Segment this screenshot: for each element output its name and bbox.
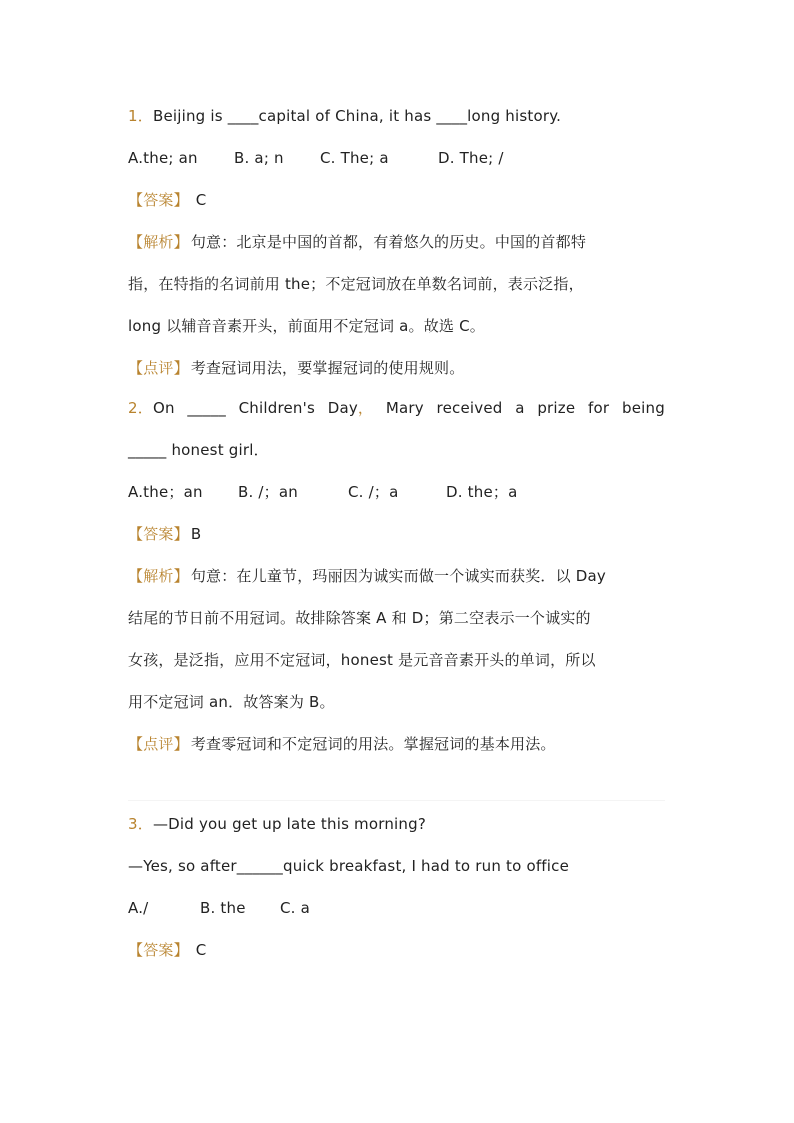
q1-answer-value: C (195, 191, 207, 209)
q2-word-9: for (588, 399, 610, 417)
q2-word-7: a (515, 399, 525, 417)
q3-stem-line-2: —Yes, so after______quick breakfast, I had to run to office (128, 857, 570, 875)
q2-analysis-tag: 【解析】 (128, 567, 189, 585)
q2-analysis-text-1: 句意：在儿童节，玛丽因为诚实而做一个诚实而获奖．以 Day (190, 567, 607, 585)
q1-option-b: B. a; n (234, 149, 284, 167)
q1-options (128, 148, 504, 168)
q2-word-5: Mary (385, 399, 424, 417)
q3-options (128, 898, 310, 918)
q2-options (128, 482, 518, 502)
q2-analysis-line-4: 用不定冠词 an．故答案为 B。 (128, 693, 335, 711)
q3-option-a: A./ (128, 899, 149, 917)
q1-answer (128, 190, 206, 210)
q1-analysis-line-3: long 以辅音音素开头，前面用不定冠词 a。故选 C。 (128, 317, 485, 335)
q2-sep: ． (137, 399, 153, 417)
section-divider (128, 800, 665, 801)
q2-stem-line-2: _____ honest girl． (128, 441, 269, 459)
q1-stem-text: Beijing is ____capital of China, it has ____long history. (152, 107, 562, 125)
q3-answer-tag: 【答案】 (128, 941, 189, 959)
q2-word-1: _____ (187, 399, 226, 417)
q3-sep: ． (137, 815, 153, 833)
q1-option-c: C. The; a (320, 149, 389, 167)
q3-option-c: C. a (280, 899, 311, 917)
q3-number: 3 (128, 815, 138, 833)
q1-comment-tag: 【点评】 (128, 359, 189, 377)
q2-stem-line-1 (128, 398, 665, 418)
q1-analysis-text-1: 句意：北京是中国的首都，有着悠久的历史。中国的首都特 (190, 233, 587, 251)
q3-stem-text: —Did you get up late this morning? (152, 815, 427, 833)
q1-analysis-line-2: 指，在特指的名词前用 the；不定冠词放在单数名词前，表示泛指， (128, 275, 584, 293)
q1-sep: ． (137, 107, 153, 125)
q1-comment-text: 考查冠词用法，要掌握冠词的使用规则。 (190, 359, 465, 377)
q3-answer-value: C (195, 941, 207, 959)
q1-analysis-line-1 (128, 232, 586, 252)
q3-stem (128, 814, 426, 834)
q2-word-2: Children's (238, 399, 315, 417)
q2-number: 2 (128, 399, 138, 417)
q2-answer-tag: 【答案】 (128, 525, 189, 543)
q2-comment-tag: 【点评】 (128, 735, 189, 753)
q3-option-b: B. the (200, 899, 246, 917)
q2-analysis-line-1 (128, 566, 606, 586)
q1-answer-tag: 【答案】 (128, 191, 189, 209)
q2-answer (128, 524, 201, 544)
q2-word-8: prize (537, 399, 576, 417)
q2-word-6: received (436, 399, 503, 417)
q2-word-4: ， (357, 399, 374, 417)
q2-option-d: D. the；a (446, 483, 518, 501)
q2-number-group (128, 398, 175, 418)
q2-comment-text: 考查零冠词和不定冠词的用法。掌握冠词的基本用法。 (190, 735, 556, 753)
q1-option-d: D. The; / (438, 149, 504, 167)
q2-option-c: C. /；a (348, 483, 399, 501)
q3-answer (128, 940, 206, 960)
q2-comment (128, 734, 556, 754)
q1-number: 1 (128, 107, 138, 125)
q2-word-0: On (152, 399, 175, 417)
q1-comment (128, 358, 464, 378)
q1-option-a: A.the; an (128, 149, 198, 167)
q2-analysis-line-3: 女孩，是泛指，应用不定冠词，honest 是元音音素开头的单词，所以 (128, 651, 596, 669)
q1-analysis-tag: 【解析】 (128, 233, 189, 251)
q2-option-a: A.the；an (128, 483, 203, 501)
q1-stem (128, 106, 561, 126)
q2-analysis-line-2: 结尾的节日前不用冠词。故排除答案 A 和 D；第二空表示一个诚实的 (128, 609, 591, 627)
q2-option-b: B. /；an (238, 483, 298, 501)
q2-answer-value: B (190, 525, 202, 543)
q2-word-10: being (621, 399, 665, 417)
q2-word-3: Day， (327, 399, 374, 417)
